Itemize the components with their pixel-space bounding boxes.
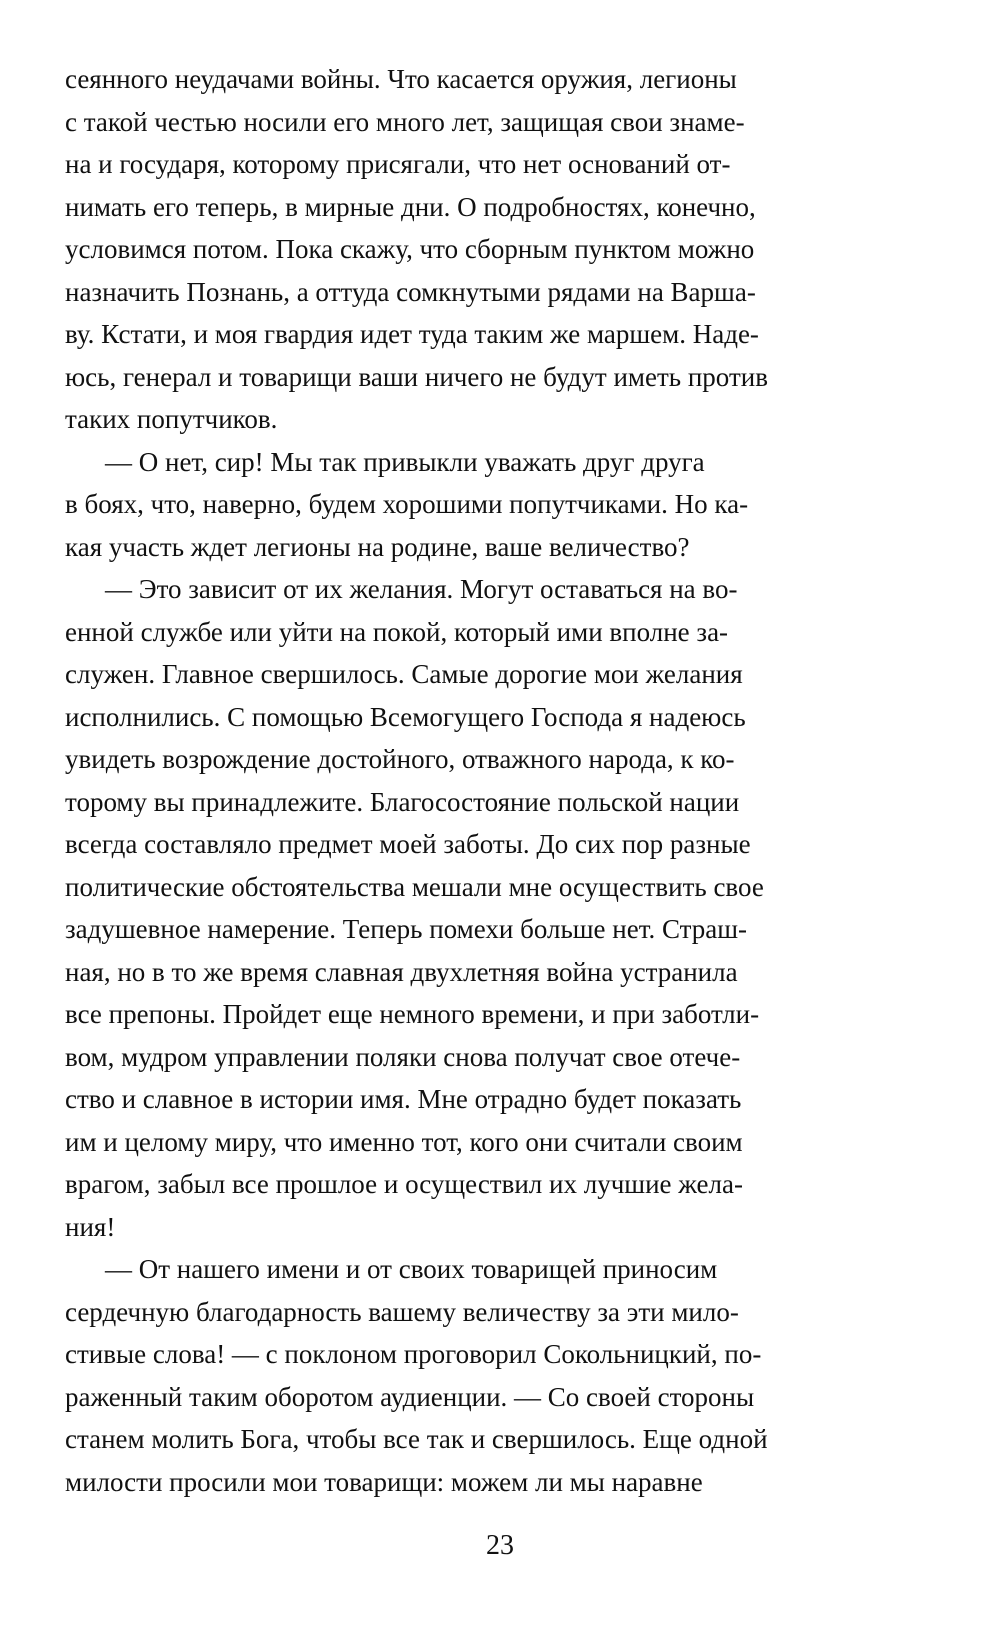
paragraph-1: сеянного неудачами войны. Что касается оружия, легионы с такой честью носили его много лет, защищая свои знаме- на и государя, которому присягали, что нет оснований от- нимать его теперь, в мирные дни. О подробностях, конечно, условимся потом. Пока скажу, что сборным пунктом можно назначить Познань, а оттуда сомкнутыми рядами на Варша- ву. Кстати, и моя гвардия идет туда таким же маршем. Наде- юсь, генерал и товарищи ваши ничего не будут иметь против таких попутчиков. [65, 64, 768, 434]
paragraph-4: — От нашего имени и от своих товарищей приносим сердечную благодарность вашему величеству за эти мило- стивые слова! — с поклоном проговорил Сокольницкий, по- раженный таким оборотом аудиенции. — Со своей стороны станем молить Бога, чтобы все так и свершилось. Еще одной милости просили мои товарищи: можем ли мы наравне [65, 1254, 768, 1497]
page-number: 23 [486, 1530, 514, 1561]
paragraph-3: — Это зависит от их желания. Могут оставаться на во- енной службе или уйти на покой, который ими вполне за- служен. Главное свершилось. Самые дорогие мои желания исполнились. С помощью Всемогущего Господа я надеюсь увидеть возрождение достойного, отважного народа, к ко- торому вы принадлежите. Благосостояние польской нации всегда составляло предмет моей заботы. До сих пор разные политические обстоятельства мешали мне осуществить свое задушевное намерение. Теперь помехи больше нет. Страш- ная, но в то же время славная двухлетняя война устранила все препоны. Пройдет еще немного времени, и при заботли- вом, мудром управлении поляки снова получат свое отече- ство и славное в истории имя. Мне отрадно будет показать им и целому миру, что именно тот, кого они считали своим врагом, забыл все прошлое и осуществил их лучшие жела- ния! [65, 574, 764, 1242]
paragraph-2: — О нет, сир! Мы так привыкли уважать друг друга в боях, что, наверно, будем хорошими попутчиками. Но ка- кая участь ждет легионы на родине, ваше величество? [65, 446, 749, 562]
page-text [65, 58, 865, 1503]
